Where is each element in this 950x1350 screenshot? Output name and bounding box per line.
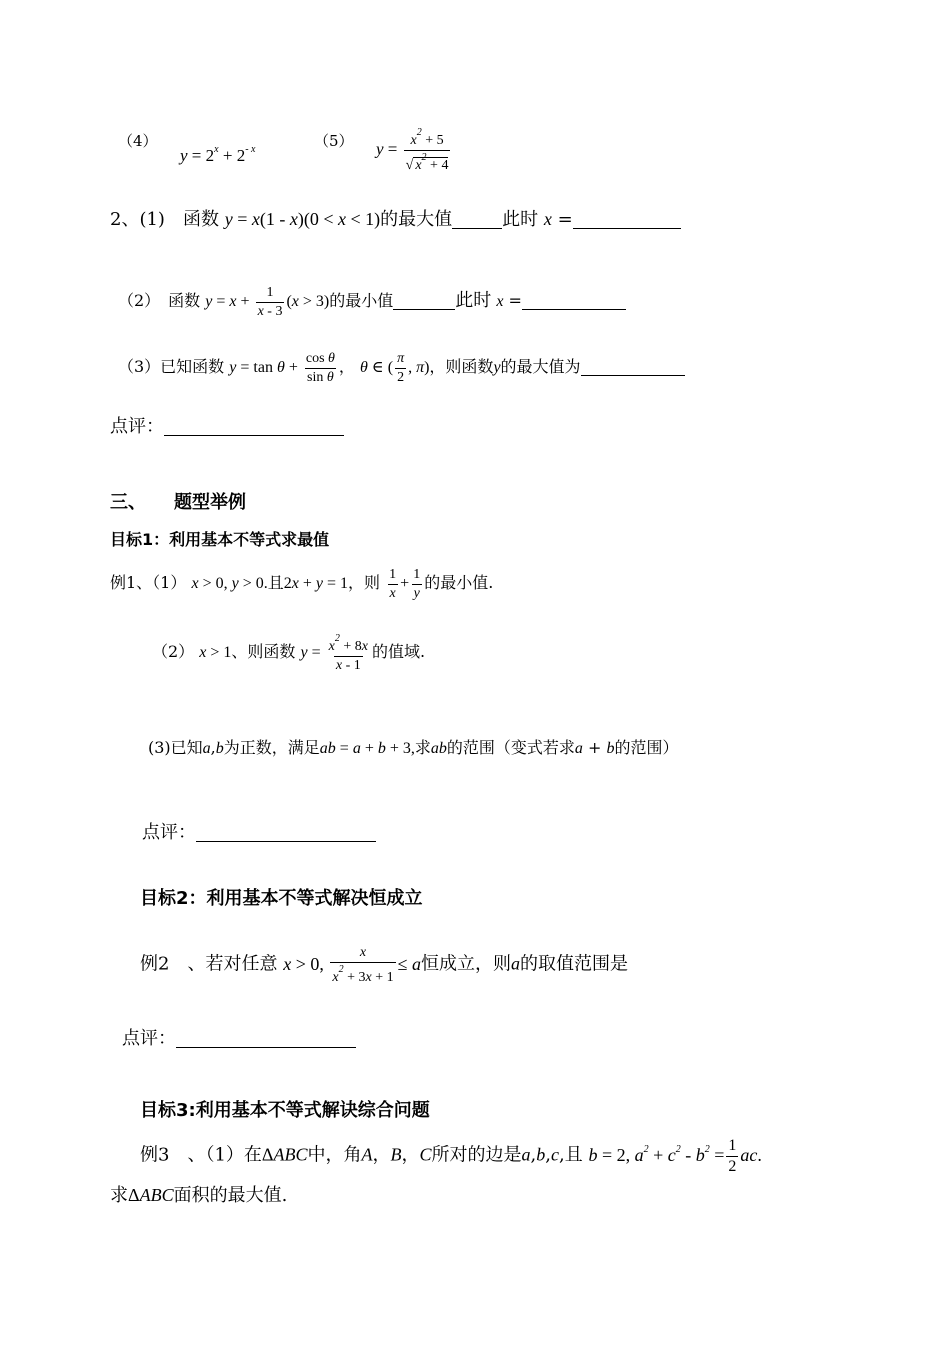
goal-2-heading: 目标2：利用基本不等式解决恒成立 bbox=[140, 888, 423, 909]
formula-ex2: x > 0, $\frac{x}{x^2 + 3x + 1}$ ≤ a bbox=[283, 945, 421, 985]
ex2-mid: 恒成立，则 bbox=[420, 953, 511, 975]
q2-2: （2） 函数 y = x + $\frac{1}{x - 3}$ (x > 3)的最小值 此时 x = bbox=[118, 286, 626, 319]
q2-2-mid: 的最小值 bbox=[329, 291, 394, 311]
comment-label: 点评： bbox=[110, 416, 164, 437]
example-1-2: （2） x > 1、则函数 y = $\frac{x^2 + 8x}{x - 1}$ 的值域. bbox=[152, 633, 426, 673]
comment-1 bbox=[110, 418, 344, 436]
formula-q2-3: y = tan θ + $\frac{\text{cos θ}}{\text{sin θ}}$ bbox=[229, 351, 335, 385]
comment-2 bbox=[142, 824, 376, 842]
formula-ex3: b = 2, $a^2 + c^2 - b^2$ = $\frac{1}{2}$ ac. bbox=[588, 1137, 762, 1175]
goal-1-heading: 目标1：利用基本不等式求最值 bbox=[110, 530, 330, 549]
ex2-end: 的取值范围是 bbox=[519, 953, 628, 975]
example-3: 例3 、（1）在ΔABC中，角A，B，C所对的边是a,b,c,且 b = 2, $a^2 + c^2 - b^2$ = $\frac{1}{2}$ ac. bbox=[140, 1137, 762, 1175]
item5-label: （5） bbox=[314, 132, 354, 150]
formula-q2-1: y = x(1 - x)(0 < x < 1) bbox=[224, 209, 381, 229]
ex1-then: ，则 bbox=[348, 573, 381, 593]
formula-ex1-cond: x > 0, y > 0.且2x + y = 1 bbox=[191, 575, 349, 593]
ex3-line2-b: 面积的最大值. bbox=[173, 1185, 288, 1206]
formula-ex1-2: y = $\frac{x^2 + 8x}{x - 1}$ bbox=[300, 633, 369, 673]
section-3-title: 题型举例 bbox=[174, 492, 246, 513]
comment-blank[interactable] bbox=[196, 825, 376, 842]
q2-3-label: （3）已知函数 bbox=[118, 357, 225, 377]
ex1-3-c: 求 bbox=[414, 738, 431, 757]
ex3-d: 且 bbox=[564, 1144, 583, 1166]
q2-3-end2: 的最大值为 bbox=[500, 357, 581, 377]
q2-2-label: （2） 函数 bbox=[118, 291, 201, 311]
formula-ab: ab = a + b + 3, bbox=[319, 740, 415, 757]
comment-label: 点评： bbox=[142, 822, 196, 843]
goal-3-heading: 目标3:利用基本不等式解诀综合问题 bbox=[140, 1100, 430, 1121]
answer-blank[interactable] bbox=[573, 212, 681, 229]
ex3-label: 例3 、（1）在 bbox=[140, 1144, 262, 1166]
ex1-3-e: 的范围） bbox=[614, 738, 679, 757]
q2-3-comma: ， bbox=[338, 357, 355, 377]
q2-1: 2、(1) 函数 y = x(1 - x)(0 < x < 1)的最大值 此时 x = bbox=[110, 210, 681, 229]
example-1-1 bbox=[110, 568, 493, 601]
answer-blank[interactable] bbox=[452, 212, 502, 229]
ex3-line2-a: 求 bbox=[110, 1185, 128, 1206]
ex1-label: 例1、（1） bbox=[110, 573, 187, 593]
item4-label: （4） bbox=[118, 132, 158, 150]
formula-theta-range: θ ∈ ( $\frac{\pi}{2}$ , π) bbox=[360, 351, 430, 385]
answer-blank[interactable] bbox=[393, 293, 455, 310]
ex2-label: 例2 、若对任意 bbox=[140, 953, 278, 975]
ex3-b: 中，角 bbox=[307, 1144, 362, 1166]
ex1-3-d: 的范围（变式若求 bbox=[446, 738, 575, 757]
q2-3-end: ，则函数 bbox=[429, 357, 494, 377]
comment-label: 点评： bbox=[122, 1028, 176, 1049]
q2-3: （3）已知函数 y = tan θ + $\frac{\text{cos θ}}{\text{sin θ}}$ ， θ ∈ ( $\frac{\pi}{2}$ , π)，则函数y的最大值为 bbox=[118, 352, 685, 385]
answer-blank[interactable] bbox=[581, 359, 685, 376]
ex1-3-a: (3)已知 bbox=[148, 738, 203, 757]
ex3-c: 所对的边是 bbox=[431, 1144, 522, 1166]
answer-blank[interactable] bbox=[522, 293, 626, 310]
q2-1-mid: 的最大值 bbox=[380, 209, 453, 230]
ex1-2-end: 的值域. bbox=[372, 642, 426, 662]
formula-q2-2: y = x + $\frac{1}{x - 3}$ (x > 3) bbox=[205, 285, 330, 319]
q2-1-then: 此时 bbox=[502, 209, 539, 230]
ex1-2-mid: 、则函数 bbox=[231, 642, 296, 662]
example-1-3: (3)已知a,b为正数，满足ab = a + b + 3,求ab的范围（变式若求a + b的范围） bbox=[148, 738, 679, 757]
comment-3 bbox=[122, 1030, 356, 1048]
formula-item5: y = $\frac{x^2 + 5}{√ x^2 + 4}$ bbox=[376, 127, 449, 173]
example-2: 例2 、若对任意 x > 0, $\frac{x}{x^2 + 3x + 1}$ ≤ a恒成立，则a的取值范围是 bbox=[140, 945, 628, 985]
ex1-end: 的最小值. bbox=[424, 573, 494, 593]
ex1-2-label: （2） bbox=[152, 642, 195, 662]
q2-1-prefix: 2、(1) 函数 bbox=[110, 209, 219, 230]
comment-blank[interactable] bbox=[164, 419, 344, 436]
formula-ex1-target: $\frac{1}{x}$ + $\frac{1}{y}$ bbox=[389, 567, 421, 601]
q2-2-then: 此时 bbox=[455, 290, 492, 312]
comment-blank[interactable] bbox=[176, 1031, 356, 1048]
ex1-3-b: 为正数，满足 bbox=[223, 738, 320, 757]
example-3-line2: 求ΔABC面积的最大值. bbox=[110, 1185, 288, 1206]
section-3-number: 三、 bbox=[110, 492, 146, 513]
formula-item4: $y = 2^x + 2^{- x}$ bbox=[180, 144, 256, 165]
